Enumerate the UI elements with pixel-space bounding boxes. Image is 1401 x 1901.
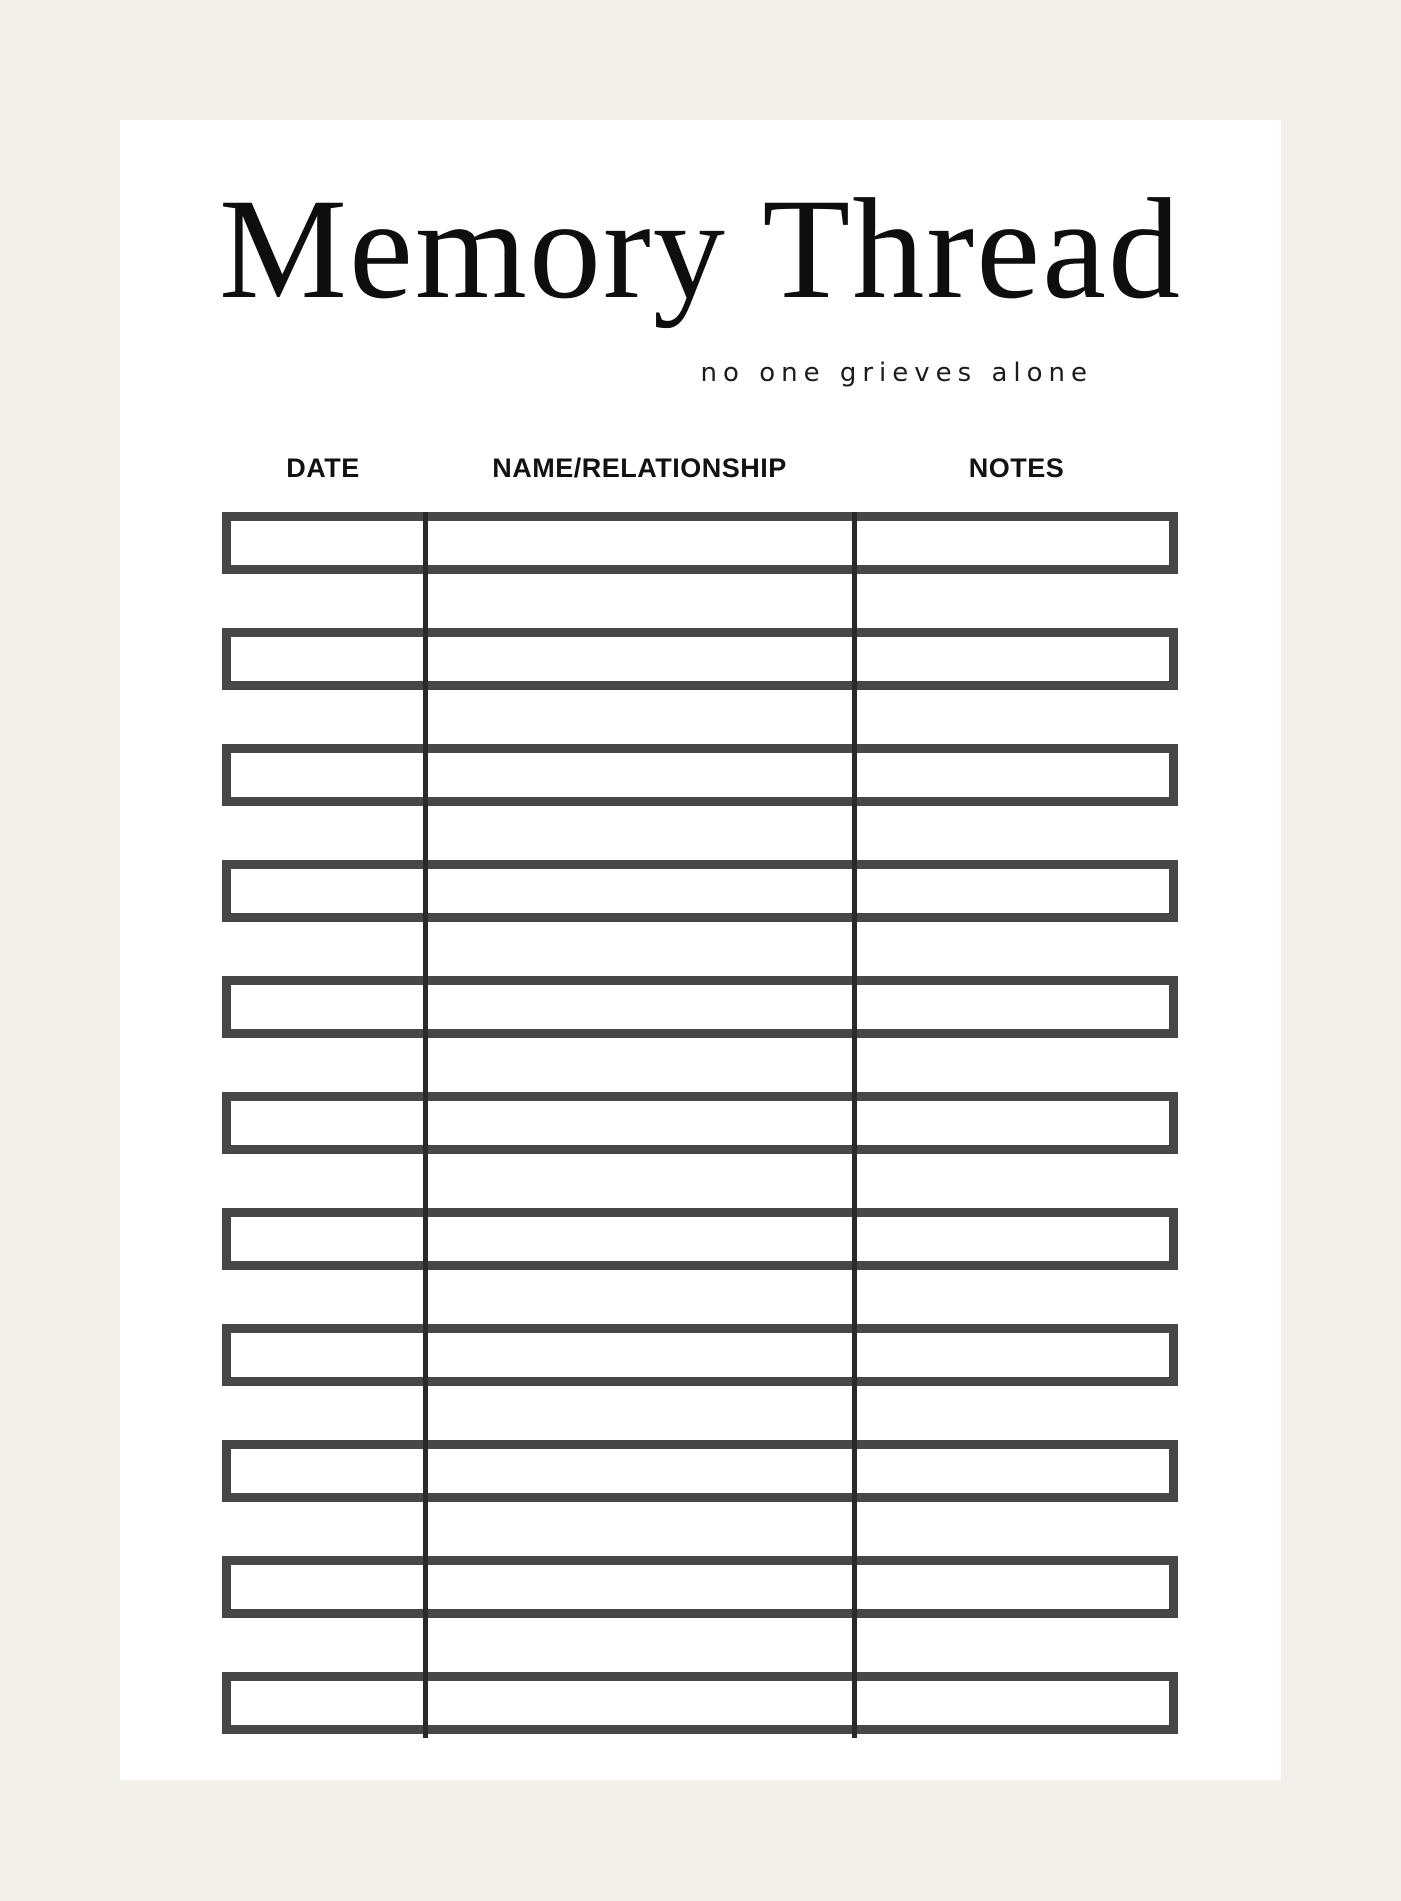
row-notes-cell[interactable] — [854, 1681, 1169, 1725]
row-date-cell[interactable] — [231, 985, 425, 1029]
table-row — [222, 1092, 1178, 1154]
table-row — [222, 744, 1178, 806]
row-name-relationship-cell[interactable] — [425, 1101, 854, 1145]
row-name-relationship-cell[interactable] — [425, 1681, 854, 1725]
table-row — [222, 860, 1178, 922]
table-row — [222, 512, 1178, 574]
row-name-relationship-cell[interactable] — [425, 521, 854, 565]
column-header-name-relationship: NAME/RELATIONSHIP — [492, 453, 787, 483]
page — [120, 120, 1281, 1780]
row-date-cell[interactable] — [231, 869, 425, 913]
page-subtitle: no one grieves alone — [700, 358, 1093, 388]
row-date-cell[interactable] — [231, 521, 425, 565]
row-notes-cell[interactable] — [854, 1333, 1169, 1377]
row-name-relationship-cell[interactable] — [425, 1217, 854, 1261]
table-row — [222, 1324, 1178, 1386]
column-divider-left — [423, 512, 428, 1738]
row-notes-cell[interactable] — [854, 1449, 1169, 1493]
table-row — [222, 976, 1178, 1038]
table-row — [222, 1208, 1178, 1270]
page-title: Memory Thread — [218, 170, 1183, 329]
row-notes-cell[interactable] — [854, 869, 1169, 913]
row-date-cell[interactable] — [231, 1565, 425, 1609]
row-name-relationship-cell[interactable] — [425, 1449, 854, 1493]
row-notes-cell[interactable] — [854, 1565, 1169, 1609]
row-name-relationship-cell[interactable] — [425, 1565, 854, 1609]
row-date-cell[interactable] — [231, 753, 425, 797]
table-header-row — [222, 453, 1178, 484]
row-name-relationship-cell[interactable] — [425, 869, 854, 913]
row-date-cell[interactable] — [231, 1101, 425, 1145]
table-row — [222, 1440, 1178, 1502]
row-name-relationship-cell[interactable] — [425, 753, 854, 797]
table-row — [222, 1556, 1178, 1618]
entry-table — [222, 512, 1178, 1734]
row-date-cell[interactable] — [231, 1449, 425, 1493]
table-row — [222, 1672, 1178, 1734]
column-divider-right — [852, 512, 857, 1738]
row-date-cell[interactable] — [231, 1217, 425, 1261]
row-notes-cell[interactable] — [854, 1217, 1169, 1261]
column-header-notes: NOTES — [968, 453, 1065, 483]
row-name-relationship-cell[interactable] — [425, 985, 854, 1029]
row-date-cell[interactable] — [231, 637, 425, 681]
row-date-cell[interactable] — [231, 1681, 425, 1725]
row-notes-cell[interactable] — [854, 521, 1169, 565]
row-notes-cell[interactable] — [854, 985, 1169, 1029]
table-row — [222, 628, 1178, 690]
row-date-cell[interactable] — [231, 1333, 425, 1377]
row-name-relationship-cell[interactable] — [425, 637, 854, 681]
row-name-relationship-cell[interactable] — [425, 1333, 854, 1377]
column-header-date: DATE — [286, 453, 360, 483]
row-notes-cell[interactable] — [854, 637, 1169, 681]
row-notes-cell[interactable] — [854, 753, 1169, 797]
row-notes-cell[interactable] — [854, 1101, 1169, 1145]
